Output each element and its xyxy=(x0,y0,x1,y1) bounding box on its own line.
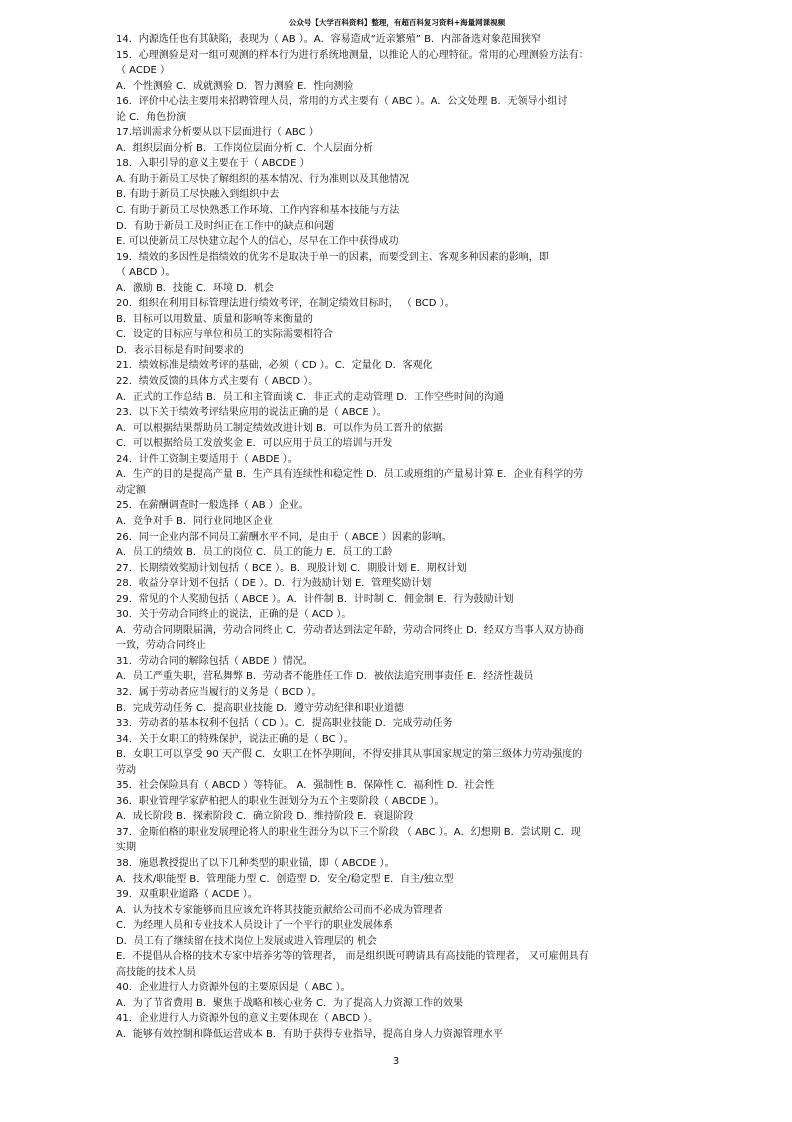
text-line: 40．企业进行人力资源外包的主要原因是（ ABC ）。 xyxy=(116,982,351,994)
text-line: 32．属于劳动者应当履行的义务是（ BCD ）。 xyxy=(116,686,322,698)
document-body xyxy=(116,32,678,1043)
text-line: A．成长阶段 B．探索阶段 C．确立阶段 D．维持阶段 E．衰退阶段 xyxy=(116,811,414,823)
text-line: C. 有助于新员工尽快熟悉工作环境、工作内容和基本技能与方法 xyxy=(116,205,400,217)
text-line: 劳动 xyxy=(116,764,136,776)
text-line: 23．以下关于绩效考评结果应用的说法正确的是（ ABCE ）。 xyxy=(116,407,387,419)
text-line: E．不提倡从合格的技术专家中培养劣等的管理者， 而是组织既可聘请具有高技能的管理者， 又可雇佣具有 xyxy=(116,951,589,963)
text-line: 动定额 xyxy=(116,484,146,496)
text-line: B．目标可以用数量、质量和影响等来衡量的 xyxy=(116,313,313,325)
text-line: 14．内源选任也有其缺陷，表现为（ AB ）。A．容易造成“近亲繁殖” B．内部备选对象范围狭窄 xyxy=(116,34,542,45)
text-line: D．有助于新员工及时纠正在工作中的缺点和问题 xyxy=(116,220,334,232)
text-line: 17.培训需求分析要从以下层面进行（ ABC ） xyxy=(116,127,319,139)
text-line: 19．绩效的多因性是指绩效的优劣不是取决于单一的因素，而要受到主、客观多种因素的影响，即 xyxy=(116,251,549,263)
text-line: 16．评价中心法主要用来招聘管理人员，常用的方式主要有（ ABC ）。A．公文处理 B．无领导小组讨 xyxy=(116,96,568,108)
document-page xyxy=(116,18,678,1043)
text-line: 38．施恩教授提出了以下几种类型的职业锚，即（ ABCDE ）。 xyxy=(116,857,395,869)
text-line: A．能够有效控制和降低运营成本 B．有助于获得专业指导，提高自身人力资源管理水平 xyxy=(116,1029,503,1040)
text-line: A．组织层面分析 B．工作岗位层面分析 C．个人层面分析 xyxy=(116,142,374,154)
text-line: A．劳动合同期限届满，劳动合同终止 C．劳动者达到法定年龄，劳动合同终止 D．经双方当事人双方协商 xyxy=(116,624,584,636)
page-number: 3 xyxy=(392,1056,400,1067)
text-line: A．为了节省费用 B．聚焦于战略和核心业务 C．为了提高人力资源工作的效果 xyxy=(116,997,464,1009)
text-line: A．员工严重失职，营私舞弊 B．劳动者不能胜任工作 D．被依法追究刑事责任 E．经济性裁员 xyxy=(116,671,534,683)
text-line: B．女职工可以享受 90 天产假 C．女职工在怀孕期间，不得安排其从事国家规定的第三级体力劳动强度的 xyxy=(116,749,583,761)
text-line: 37．金斯伯格的职业发展理论将人的职业生涯分为以下三个阶段 （ ABC ）。A．幻想期 B．尝试期 C．现 xyxy=(116,826,581,838)
text-line: A．生产的目的是提高产量 B．生产具有连续性和稳定性 D．员工或班组的产量易计算 E．企业有科学的劳 xyxy=(116,469,584,481)
text-line: A．竞争对手 B．同行业同地区企业 xyxy=(116,515,273,527)
text-line: A．个性测验 C．成就测验 D．智力测验 E．性向测验 xyxy=(116,80,354,92)
page-header: 公众号【大学百科资料】整理，有超百科复习资料+海量网课视频 xyxy=(288,18,506,27)
text-line: A．可以根据结果帮助员工制定绩效改进计划 B．可以作为员工晋升的依据 xyxy=(116,422,443,434)
text-line: 24．计件工资制主要适用于（ ABDE ）。 xyxy=(116,453,298,465)
text-line: A．员工的绩效 B．员工的岗位 C．员工的能力 E．员工的工龄 xyxy=(116,547,393,559)
text-line: 39．双重职业道路（ ACDE ）。 xyxy=(116,889,258,901)
text-line: 18．入职引导的意义主要在于（ ABCDE ） xyxy=(116,158,310,170)
text-line: 41．企业进行人力资源外包的意义主要体现在（ ABCD ）。 xyxy=(116,1013,379,1025)
text-line: 高技能的技术人员 xyxy=(116,966,196,978)
text-line: 20．组织在利用目标管理法进行绩效考评，在制定绩效目标时， （ BCD ）。 xyxy=(116,298,455,310)
text-line: 29．常见的个人奖励包括（ ABCE ）。A．计件制 B．计时制 C．佣金制 E．行为鼓励计划 xyxy=(116,593,514,605)
text-line: A. 有助于新员工尽快了解组织的基本情况、行为准则以及其他情况 xyxy=(116,173,410,185)
text-line: 22．绩效反馈的具体方式主要有（ ABCD ）。 xyxy=(116,376,319,388)
text-line: 25．在薪酬调查时一般选择（ AB ）企业。 xyxy=(116,500,309,512)
text-line: D．员工有了继续留在技术岗位上发展或进入管理层的 机会 xyxy=(116,935,377,947)
text-line: A．激励 B．技能 C．环境 D．机会 xyxy=(116,282,274,294)
text-line: C．设定的目标应与单位和员工的实际需要相符合 xyxy=(116,329,333,341)
text-line: （ ABCD ）。 xyxy=(116,267,176,279)
text-line: B. 有助于新员工尽快融入到组织中去 xyxy=(116,189,280,201)
text-line: 实期 xyxy=(116,842,136,854)
text-line: A．认为技术专家能够而且应该允许将其技能贡献给公司而不必成为管理者 xyxy=(116,904,443,916)
text-line: B．完成劳动任务 C．提高职业技能 D．遵守劳动纪律和职业道德 xyxy=(116,702,404,714)
text-line: 一致，劳动合同终止 xyxy=(116,640,206,652)
text-line: A．正式的工作总结 B．员工和主管面谈 C．非正式的走动管理 D．工作空些时间的沟通 xyxy=(116,391,504,403)
text-line: D．表示目标是有时间要求的 xyxy=(116,344,244,356)
text-line: 34．关于女职工的特殊保护，说法正确的是（ BC ）。 xyxy=(116,733,354,745)
text-line: E. 可以使新员工尽快建立起个人的信心，尽早在工作中获得成功 xyxy=(116,236,399,248)
text-line: 30．关于劳动合同终止的说法，正确的是（ ACD ）。 xyxy=(116,609,352,621)
text-line: A．技术/职能型 B．管理能力型 C．创造型 D．安全/稳定型 E．自主/独立型 xyxy=(116,873,454,885)
text-line: 28．收益分享计划不包括（ DE ）。D．行为鼓励计划 E．管理奖励计划 xyxy=(116,578,432,590)
text-line: 26．同一企业内部不同员工薪酬水平不同，是由于（ ABCE ）因素的影响。 xyxy=(116,531,452,543)
text-line: 15．心理测验是对一组可观测的样本行为进行系统地测量，以推论人的心理特征。常用的心理测验方法有： xyxy=(116,49,589,61)
text-line: 27．长期绩效奖励计划包括（ BCE ）。B．现股计划 C．期股计划 E．期权计划 xyxy=(116,562,467,574)
text-line: C．为经理人员和专业技术人员设计了一个平行的职业发展体系 xyxy=(116,920,393,932)
text-line: 21．绩效标准是绩效考评的基础，必须（ CD ）。C．定量化 D．客观化 xyxy=(116,360,433,372)
text-line: C．可以根据给员工发放奖金 E．可以应用于员工的培训与开发 xyxy=(116,438,393,450)
text-line: 36．职业管理学家萨柏把人的职业生涯划分为五个主要阶段（ ABCDE ）。 xyxy=(116,795,445,807)
text-line: 33．劳动者的基本权利不包括（ CD ）。C．提高职业技能 D．完成劳动任务 xyxy=(116,718,453,730)
text-line: 论 C．角色扮演 xyxy=(116,111,187,123)
text-line: 35．社会保险具有（ ABCD ）等特征。 A．强制性 B．保障性 C．福利性 D．社会性 xyxy=(116,780,495,792)
text-line: 31．劳动合同的解除包括（ ABDE ）情况。 xyxy=(116,655,313,667)
text-line: （ ACDE ） xyxy=(116,65,171,77)
